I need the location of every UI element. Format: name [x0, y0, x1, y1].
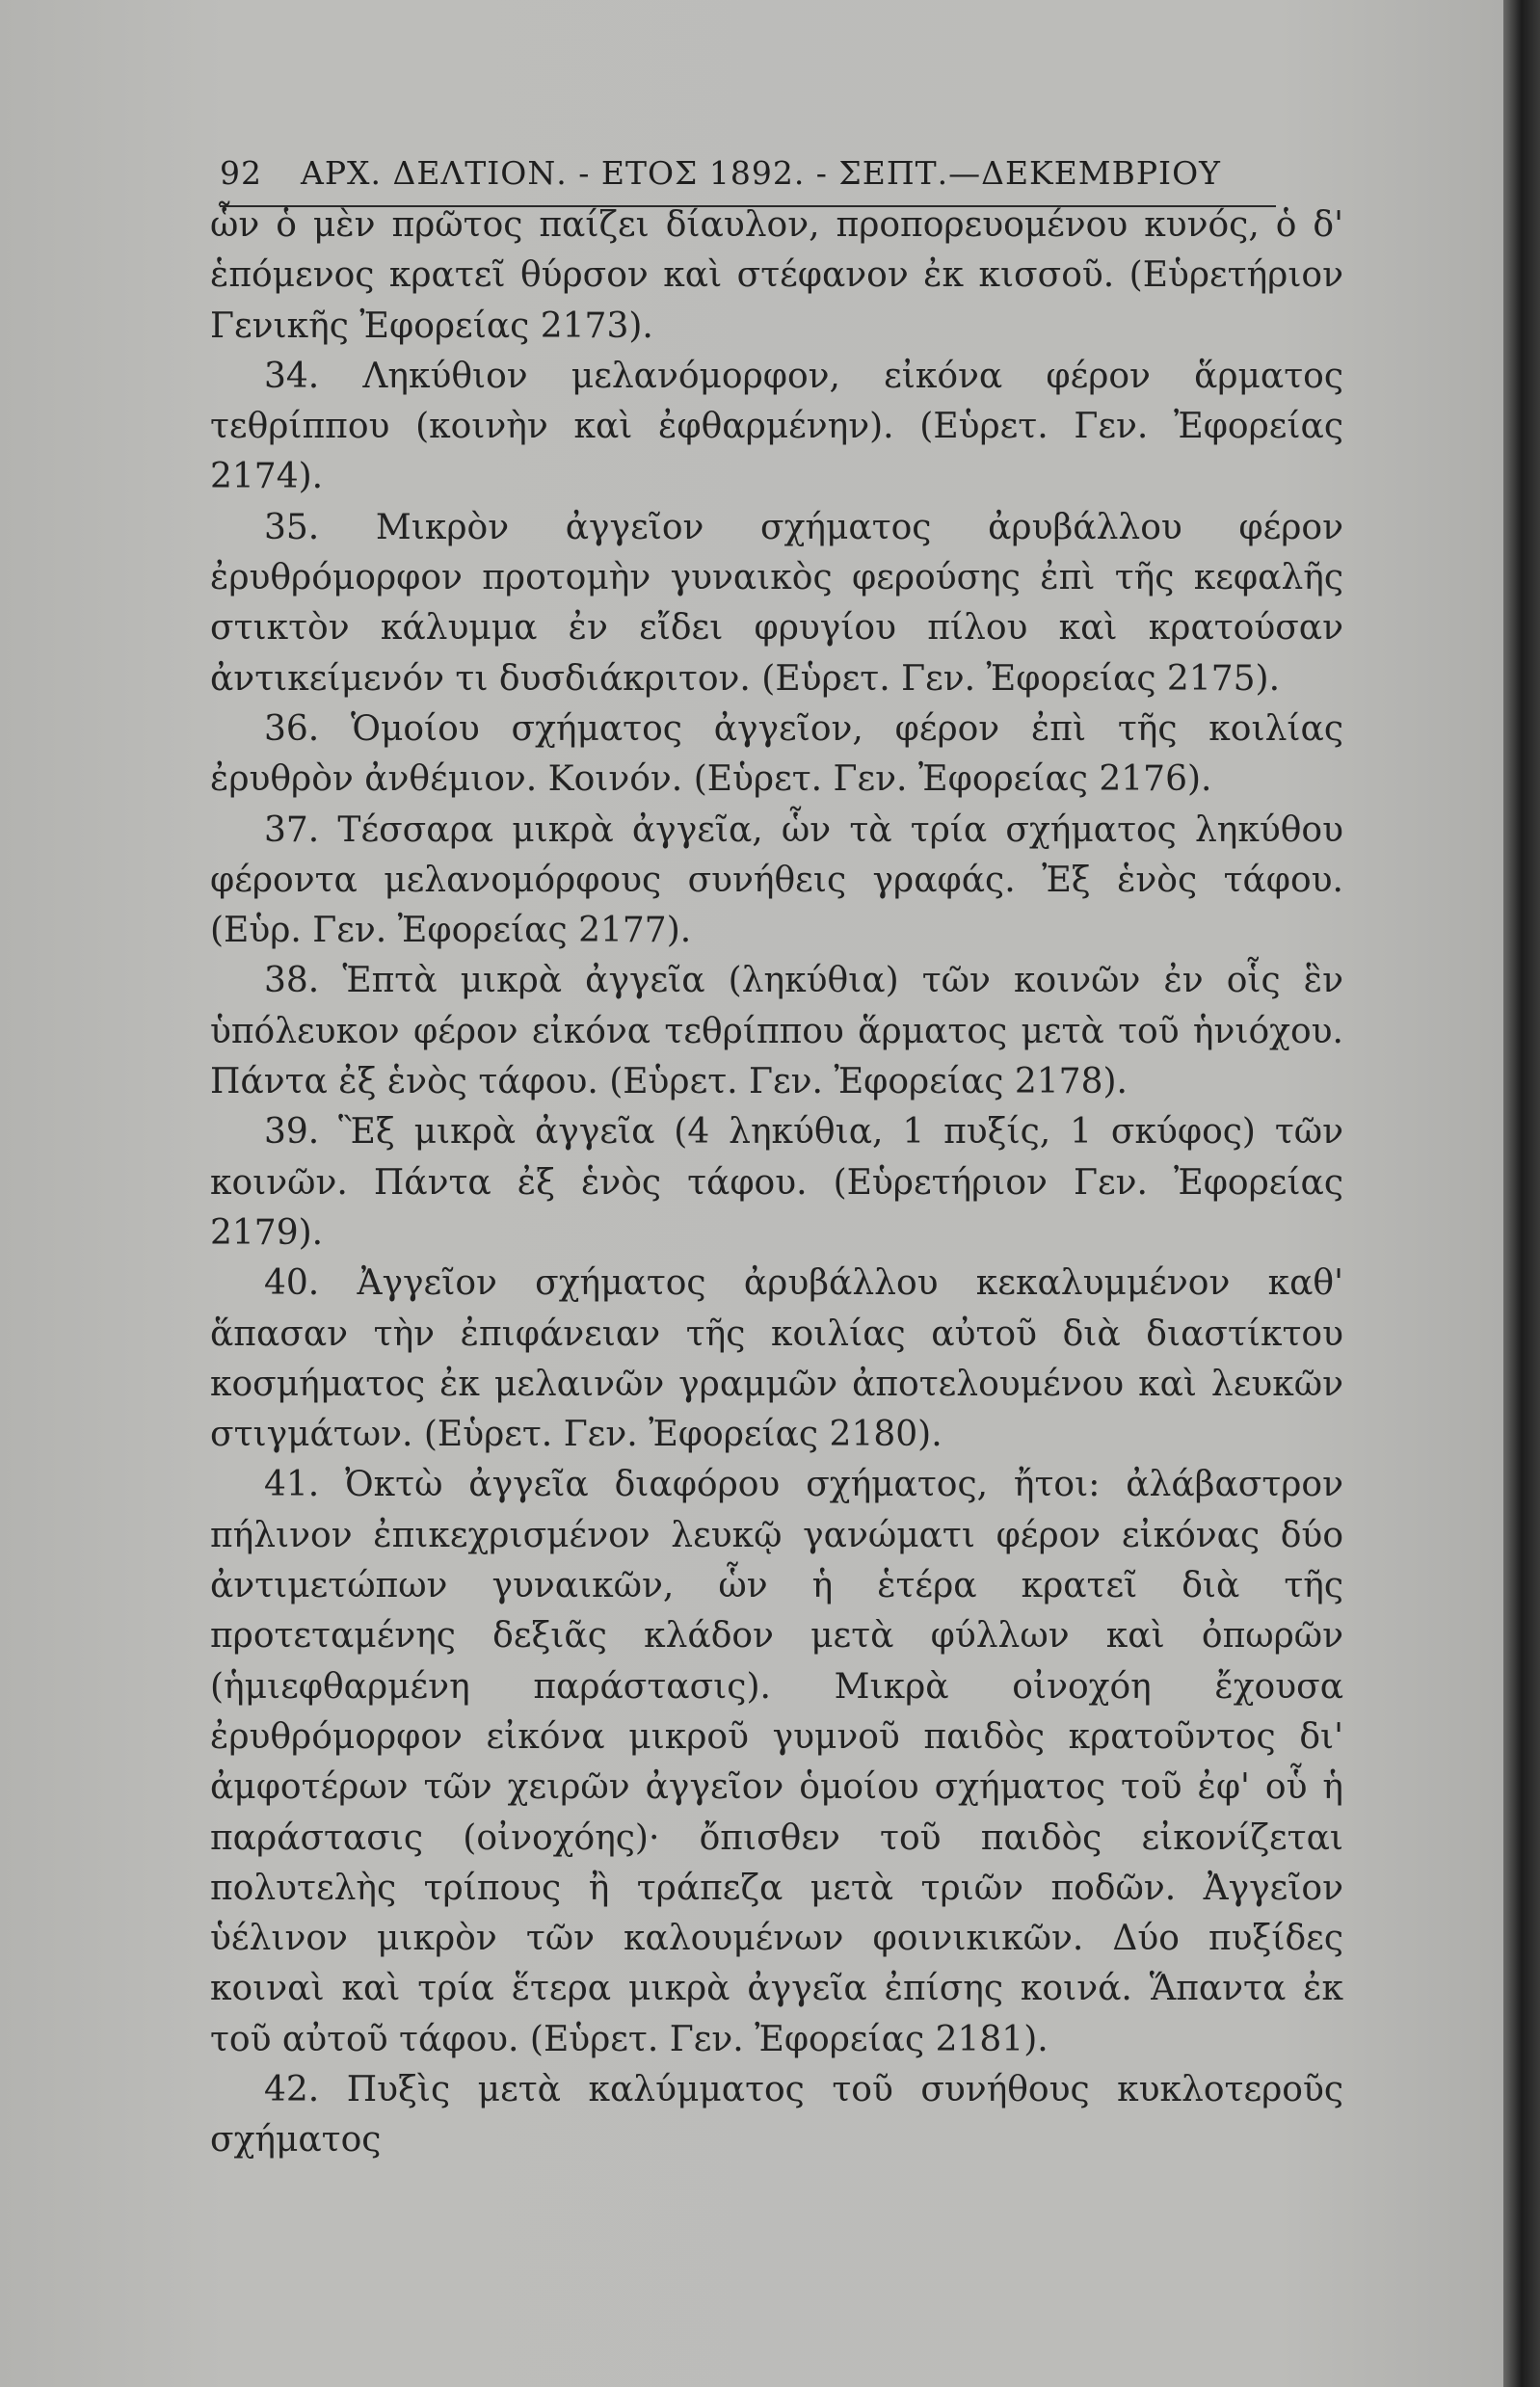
entry-41: 41. Ὀκτὼ ἀγγεῖα διαφόρου σχήματος, ἤτοι: ἀλάβαστρον πήλινον ἐπικεχρισμένον λευκῷ γανώματι φέρον εἰκόνας δύο ἀντιμετώπων γυναικῶν, ὧν ἡ ἑτέρα κρατεῖ διὰ τῆς προτεταμένης δεξιᾶς κλάδον μετὰ φύλλων καὶ ὀπωρῶν (ἡμιεφθαρμένη παράστασις). Μικρὰ οἰνοχόη ἔχουσα ἐρυθρόμορφον εἰκόνα μικροῦ γυμνοῦ παιδὸς κρατοῦντος δι' ἀμφοτέρων τῶν χειρῶν ἀγγεῖον ὁμοίου σχήματος τοῦ ἐφ' οὗ ἡ παράστασις (οἰνοχόης)· ὄπισθεν τοῦ παιδὸς εἰκονίζεται πολυτελὴς τρίπους ἢ τράπεζα μετὰ τριῶν ποδῶν. Ἀγγεῖον ὑέλινον μικρὸν τῶν καλουμένων φοινικικῶν. Δύο πυξίδες κοιναὶ καὶ τρία ἕτερα μικρὰ ἀγγεῖα ἐπίσης κοινά. Ἅπαντα ἐκ τοῦ αὐτοῦ τάφου. (Εὑρετ. Γεν. Ἐφορείας 2181). [210, 1465, 1343, 2059]
entry-39: 39. Ἓξ μικρὰ ἀγγεῖα (4 ληκύθια, 1 πυξίς, 1 σκύφος) τῶν κοινῶν. Πάντα ἐξ ἑνὸς τάφου. (Εὑρετήριον Γεν. Ἐφορείας 2179). [210, 1112, 1343, 1253]
running-header [220, 154, 1270, 192]
entry-34: 34. Ληκύθιον μελανόμορφον, εἰκόνα φέρον ἅρματος τεθρίππου (κοινὴν καὶ ἐφθαρμένην). (Εὑρετ. Γεν. Ἐφορείας 2174). [210, 356, 1343, 497]
page-number: 92 [220, 154, 262, 192]
entry-40: 40. Ἀγγεῖον σχήματος ἀρυβάλλου κεκαλυμμένον καθ' ἅπασαν τὴν ἐπιφάνειαν τῆς κοιλίας αὐτοῦ διὰ διαστίκτου κοσμήματος ἐκ μελαινῶν γραμμῶν ἀποτελουμένου καὶ λευκῶν στιγμάτων. (Εὑρετ. Γεν. Ἐφορείας 2180). [210, 1263, 1343, 1455]
entry-36: 36. Ὁμοίου σχήματος ἀγγεῖον, φέρον ἐπὶ τῆς κοιλίας ἐρυθρὸν ἀνθέμιον. Κοινόν. (Εὑρετ. Γεν. Ἐφορείας 2176). [210, 708, 1343, 800]
body-text [210, 200, 1343, 2166]
entry-35: 35. Μικρὸν ἀγγεῖον σχήματος ἀρυβάλλου φέρον ἐρυθρόμορφον προτομὴν γυναικὸς φερούσης ἐπὶ τῆς κεφαλῆς στικτὸν κάλυμμα ἐν εἴδει φρυγίου πίλου καὶ κρατούσαν ἀντικείμενόν τι δυσδιάκριτον. (Εὑρετ. Γεν. Ἐφορείας 2175). [210, 507, 1343, 699]
entry-42: 42. Πυξὶς μετὰ καλύμματος τοῦ συνήθους κυκλοτεροῦς σχήματος [210, 2069, 1343, 2161]
running-title: ΑΡΧ. ΔΕΛΤΙΟΝ. - ΕΤΟΣ 1892. - ΣΕΠΤ.—ΔΕΚΕΜΒΡΙΟΥ [301, 154, 1221, 192]
book-spine-edge [1503, 0, 1540, 2387]
paragraph-continuation: ὧν ὁ μὲν πρῶτος παίζει δίαυλον, προπορευομένου κυνός, ὁ δ' ἑπόμενος κρατεῖ θύρσον καὶ στέφανον ἐκ κισσοῦ. (Εὑρετήριον Γενικῆς Ἐφορείας 2173). [210, 205, 1343, 346]
entry-37: 37. Τέσσαρα μικρὰ ἀγγεῖα, ὧν τὰ τρία σχήματος ληκύθου φέροντα μελανομόρφους συνήθεις γραφάς. Ἐξ ἑνὸς τάφου. (Εὑρ. Γεν. Ἐφορείας 2177). [210, 809, 1343, 951]
entry-38: 38. Ἑπτὰ μικρὰ ἀγγεῖα (ληκύθια) τῶν κοινῶν ἐν οἷς ἓν ὑπόλευκον φέρον εἰκόνα τεθρίππου ἅρματος μετὰ τοῦ ἡνιόχου. Πάντα ἐξ ἑνὸς τάφου. (Εὑρετ. Γεν. Ἐφορείας 2178). [210, 961, 1343, 1102]
